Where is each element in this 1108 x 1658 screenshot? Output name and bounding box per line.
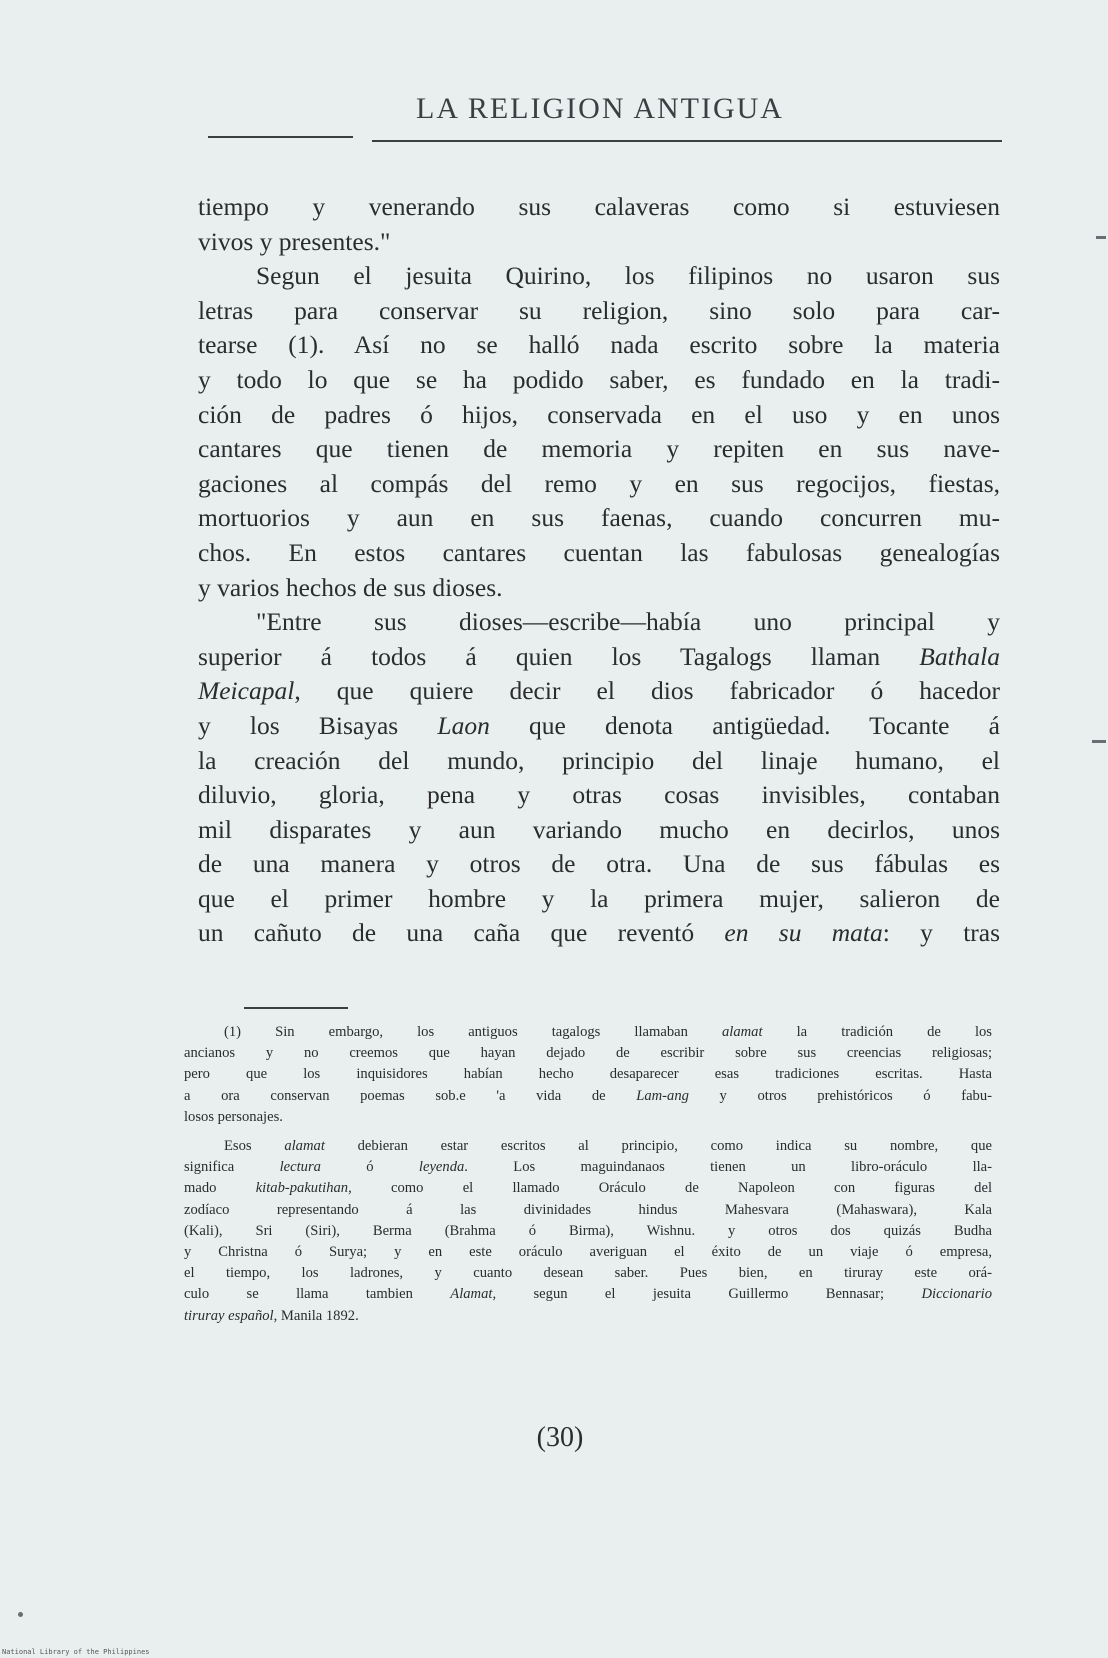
footnote-line: zodíaco representando á las divinidades hindus Mahesvara (Mahaswara), Kala bbox=[184, 1201, 992, 1218]
footnotes bbox=[184, 1022, 992, 1327]
body-line: mortuorios y aun en sus faenas, cuando concurren mu- bbox=[198, 503, 1000, 533]
footnote-line: pero que los inquisidores habían hecho desaparecer esas tradiciones escritas. Hasta bbox=[184, 1066, 992, 1083]
footnote-line: tiruray español, Manila 1892. bbox=[184, 1307, 359, 1324]
footnote-line: losos personajes. bbox=[184, 1108, 283, 1125]
body-line: que el primer hombre y la primera mujer, salieron de bbox=[198, 883, 1000, 913]
body-line: ción de padres ó hijos, conservada en el uso y en unos bbox=[198, 399, 1000, 429]
body-line: de una manera y otros de otra. Una de sus fábulas es bbox=[198, 849, 1000, 879]
body-line: chos. En estos cantares cuentan las fabulosas genealogías bbox=[198, 537, 1000, 567]
footnote-line: significa lectura ó leyenda. Los maguindanaos tienen un libro-oráculo lla- bbox=[184, 1159, 993, 1176]
page-number: (30) bbox=[536, 1422, 584, 1453]
body-line: y los Bisayas Laon que denota antigüedad. Tocante á bbox=[198, 710, 1001, 740]
header-rule-right bbox=[372, 140, 1002, 142]
body-line: Segun el jesuita Quirino, los filipinos no usaron sus bbox=[256, 261, 1000, 291]
margin-mark-top-right bbox=[1096, 236, 1106, 239]
body-line: gaciones al compás del remo y en sus regocijos, fiestas, bbox=[198, 468, 1000, 498]
body-line: tearse (1). Así no se halló nada escrito sobre la materia bbox=[198, 330, 1000, 360]
body-line: un cañuto de una caña que reventó en su mata: y tras bbox=[198, 918, 1001, 948]
footnote-separator bbox=[244, 1007, 348, 1009]
body-text bbox=[198, 190, 1000, 951]
body-line: superior á todos á quien los Tagalogs llaman Bathala bbox=[198, 641, 1000, 671]
running-head-title: LA RELIGION ANTIGUA bbox=[416, 92, 784, 125]
footnote-line: Esos alamat debieran estar escritos al principio, como indica su nombre, que bbox=[224, 1138, 993, 1155]
body-line: la creación del mundo, principio del linaje humano, el bbox=[198, 745, 1000, 775]
body-line: y todo lo que se ha podido saber, es fundado en la tradi- bbox=[198, 364, 1000, 394]
footnote-line: el tiempo, los ladrones, y cuanto desean saber. Pues bien, en tiruray este orá- bbox=[184, 1265, 992, 1282]
footnote-line: (Kali), Sri (Siri), Berma (Brahma ó Birma), Wishnu. y otros dos quizás Budha bbox=[184, 1222, 992, 1239]
footnote-line: mado kitab-pakutihan, como el llamado Oráculo de Napoleon con figuras del bbox=[184, 1180, 992, 1197]
body-line: y varios hechos de sus dioses. bbox=[198, 572, 503, 602]
footnote-line: y Christna ó Surya; y en este oráculo averiguan el éxito de un viaje ó empresa, bbox=[184, 1244, 992, 1261]
body-line: letras para conservar su religion, sino solo para car- bbox=[198, 295, 1000, 325]
footnote-line: ancianos y no creemos que hayan dejado de escribir sobre sus creencias religiosas; bbox=[184, 1045, 992, 1062]
body-line: diluvio, gloria, pena y otras cosas invisibles, contaban bbox=[198, 780, 1000, 810]
margin-mark-right bbox=[1092, 740, 1106, 743]
body-line: tiempo y venerando sus calaveras como si estuviesen bbox=[198, 192, 1000, 221]
footnote-line: culo se llama tambien Alamat, segun el jesuita Guillermo Bennasar; Diccionario bbox=[184, 1286, 992, 1303]
footnote-line: (1) Sin embargo, los antiguos tagalogs llamaban alamat la tradición de los bbox=[224, 1024, 992, 1040]
body-line: Meicapal, que quiere decir el dios fabricador ó hacedor bbox=[198, 676, 1000, 706]
footnote-line: a ora conservan poemas sob.e 'a vida de Lam-ang y otros prehistóricos ó fabu- bbox=[184, 1087, 992, 1104]
library-credit: National Library of the Philippines bbox=[2, 1648, 150, 1656]
footnote-paragraph-gap bbox=[184, 1128, 992, 1136]
body-line: vivos y presentes." bbox=[198, 226, 391, 256]
body-line: "Entre sus dioses—escribe—había uno principal y bbox=[256, 607, 1000, 637]
margin-mark-bottom-left bbox=[18, 1612, 23, 1617]
body-line: mil disparates y aun variando mucho en decirlos, unos bbox=[198, 814, 1000, 844]
header-rule-left bbox=[208, 136, 353, 138]
body-line: cantares que tienen de memoria y repiten en sus nave- bbox=[198, 434, 1000, 464]
